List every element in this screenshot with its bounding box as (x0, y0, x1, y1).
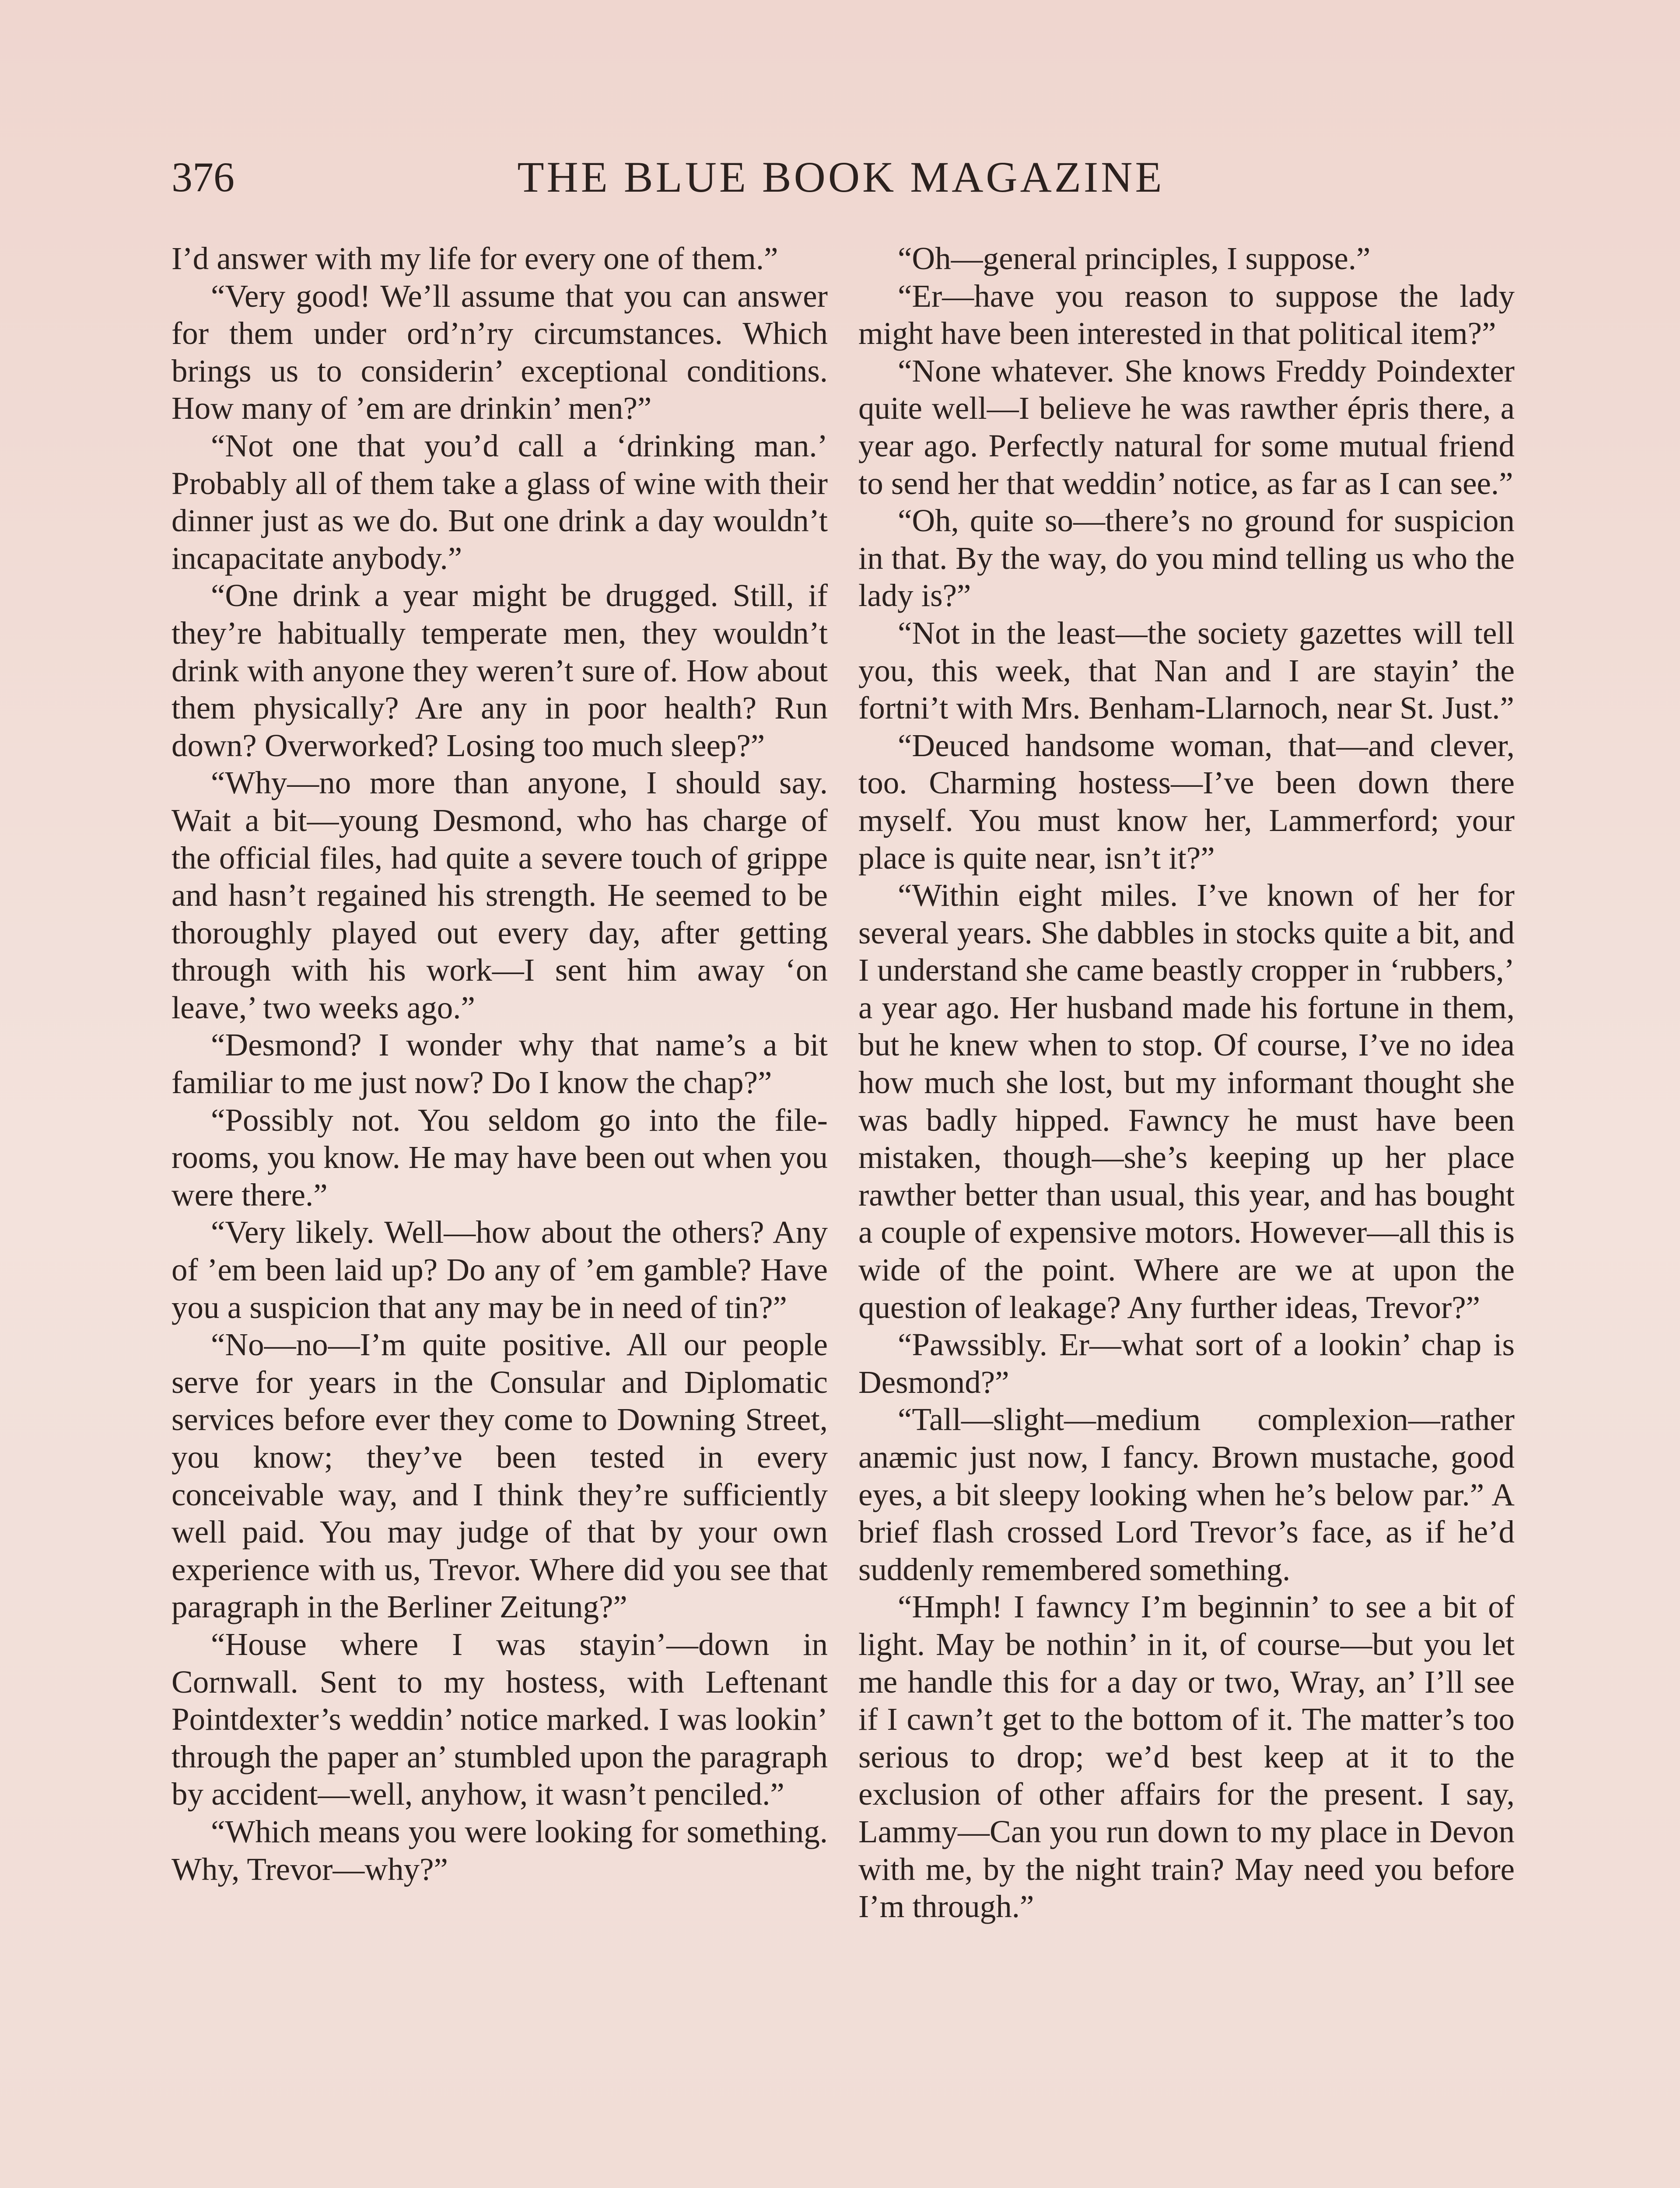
paragraph: “No—no—I’m quite positive. All our people serve for years in the Consular and Diplomatic services before ever they come to Downing Street, you know; they’ve been tested in every conceivable way, and I think they’re sufficiently well paid. You may judge of that by your own experience with us, Trevor. Where did you see that paragraph in the Berliner Zeitung?” (172, 1327, 828, 1625)
running-title: THE BLUE BOOK MAGAZINE (517, 153, 1165, 201)
paragraph: “Oh, quite so—there’s no ground for suspicion in that. By the way, do you mind telling us who the lady is?” (858, 503, 1515, 614)
paragraph: “Possibly not. You seldom go into the file-rooms, you know. He may have been out when you were there.” (172, 1102, 828, 1213)
paragraph: “Not one that you’d call a ‘drinking man.’ Probably all of them take a glass of wine with their dinner just as we do. But one drink a day wouldn’t incapacitate anybody.” (172, 428, 828, 576)
paragraph: “Tall—slight—medium complexion—rather anæmic just now, I fancy. Brown mustache, good eyes, a bit sleepy looking when he’s below par.” A brief flash crossed Lord Trevor’s face, as if he’d suddenly remembered something. (858, 1402, 1515, 1587)
paragraph: “Pawssibly. Er—what sort of a lookin’ chap is Desmond?” (858, 1327, 1515, 1400)
paragraph: “Within eight miles. I’ve known of her for several years. She dabbles in stocks quite a bit, and I understand she came beastly cropper in ‘rubbers,’ a year ago. Her husband made his fortune in them, but he knew when to stop. Of course, I’ve no idea how much she lost, but my informant thought she was badly hipped. Fawncy he must have been mistaken, though—she’s keeping up her place rawther better than usual, this year, and has bought a couple of expensive motors. However—all this is wide of the point. Where are we at upon the question of leakage? Any further ideas, Trevor?” (858, 877, 1515, 1325)
page-header (172, 149, 1510, 214)
paragraph: “Very good! We’ll assume that you can answer for them under ord’n’ry circumstances. Which brings us to considerin’ exceptional conditions. How many of ’em are drinkin’ men?” (172, 278, 828, 426)
paragraph: “Why—no more than anyone, I should say. Wait a bit—young Desmond, who has charge of the official files, had quite a severe touch of grippe and hasn’t regained his strength. He seemed to be thoroughly played out every day, after getting through with his work—I sent him away ‘on leave,’ two weeks ago.” (172, 765, 828, 1025)
paragraph: “House where I was stayin’—down in Cornwall. Sent to my hostess, with Leftenant Pointdexter’s weddin’ notice marked. I was lookin’ through the paper an’ stumbled upon the paragraph by accident—well, anyhow, it wasn’t penciled.” (172, 1626, 828, 1812)
paragraph: “Deuced handsome woman, that—and clever, too. Charming hostess—I’ve been down there myself. You must know her, Lammerford; your place is quite near, isn’t it?” (858, 727, 1515, 876)
paragraph: “Very likely. Well—how about the others? Any of ’em been laid up? Do any of ’em gamble? Have you a suspicion that any may be in need of tin?” (172, 1214, 828, 1325)
left-column (172, 240, 828, 2188)
paragraph: I’d answer with my life for every one of them.” (172, 241, 778, 276)
paragraph: “None whatever. She knows Freddy Poindexter quite well—I believe he was rawther épris there, a year ago. Perfectly natural for some mutual friend to send her that weddin’ notice, as far as I can see.” (858, 353, 1515, 501)
paragraph: “Hmph! I fawncy I’m beginnin’ to see a bit of light. May be nothin’ in it, of course—but you let me handle this for a day or two, Wray, an’ I’ll see if I cawn’t get to the bottom of it. The matter’s too serious to drop; we’d best keep at it to the exclusion of other affairs for the present. I say, Lammy—Can you run down to my place in Devon with me, by the night train? May need you before I’m through.” (858, 1589, 1515, 1925)
right-column (858, 240, 1515, 2188)
paragraph: “Desmond? I wonder why that name’s a bit familiar to me just now? Do I know the chap?” (172, 1027, 828, 1101)
paragraph: “Er—have you reason to suppose the lady might have been interested in that political item?” (858, 278, 1515, 351)
page-number: 376 (172, 154, 234, 200)
paragraph: “Oh—general principles, I suppose.” (898, 241, 1371, 276)
paragraph: “One drink a year might be drugged. Still, if they’re habitually temperate men, they wouldn’t drink with anyone they weren’t sure of. How about them physically? Are any in poor health? Run down? Overworked? Losing too much sleep?” (172, 578, 828, 763)
paragraph: “Not in the least—the society gazettes will tell you, this week, that Nan and I are stayin’ the fortni’t with Mrs. Benham-Llarnoch, near St. Just.” (858, 615, 1515, 726)
paragraph: “Which means you were looking for something. Why, Trevor—why?” (172, 1813, 828, 1887)
